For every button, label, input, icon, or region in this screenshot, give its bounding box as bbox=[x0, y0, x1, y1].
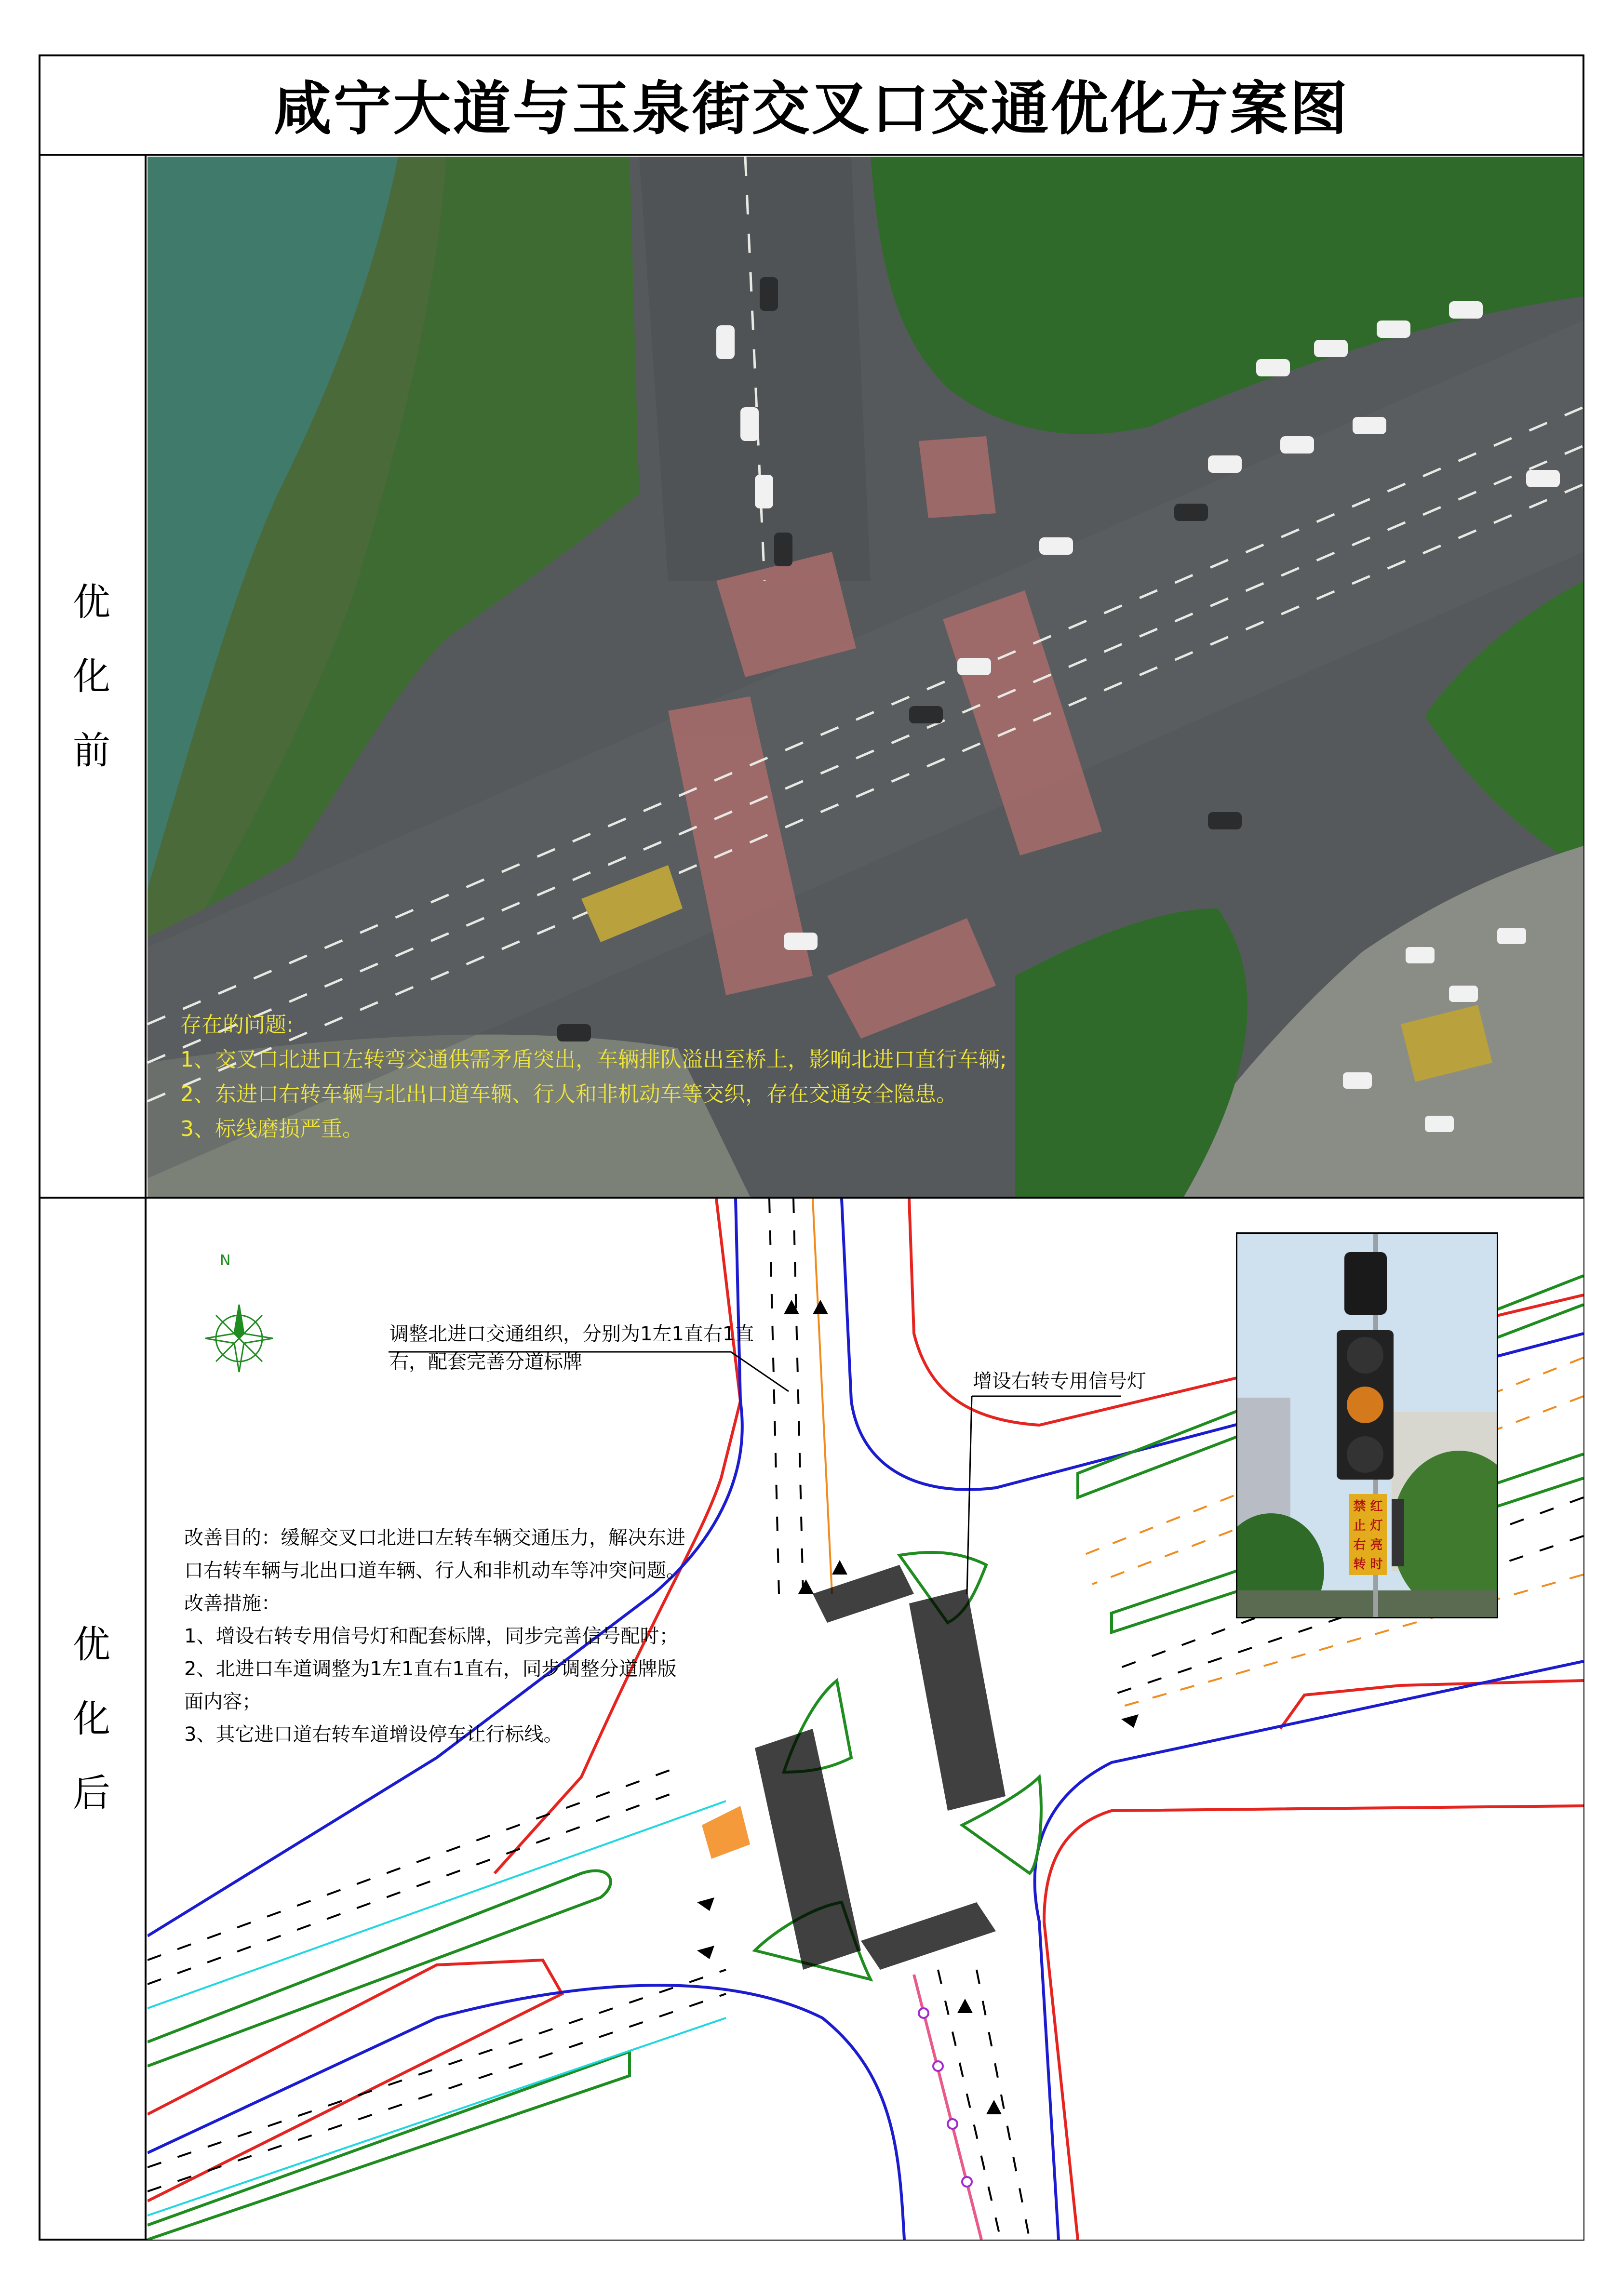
sign-char: 转 bbox=[1353, 1557, 1366, 1572]
callout-right-turn-signal: 增设右转专用信号灯 bbox=[973, 1370, 1146, 1392]
sign-char: 灯 bbox=[1370, 1519, 1383, 1533]
callout-north-entry bbox=[389, 1320, 754, 1376]
sign-char: 红 bbox=[1370, 1499, 1383, 1514]
label-before-char: 优 bbox=[72, 581, 110, 624]
sheet-title: 咸宁大道与玉泉街交叉口交通优化方案图 bbox=[273, 76, 1350, 143]
problems-title: 存在的问题: bbox=[180, 1013, 294, 1037]
signal-light-photo bbox=[1236, 1232, 1498, 1618]
no-right-turn-sign bbox=[1351, 1497, 1385, 1574]
sign-char: 亮 bbox=[1370, 1538, 1383, 1552]
problem-item: 2、东进口右转车辆与北出口道车辆、行人和非机动车等交织，存在交通安全隐患。 bbox=[180, 1082, 957, 1107]
problem-item: 3、标线磨损严重。 bbox=[180, 1117, 363, 1141]
problems-text bbox=[180, 1008, 1007, 1147]
measures-title: 改善措施： bbox=[184, 1592, 281, 1615]
purpose-text: 改善目的：缓解交叉口北进口左转车辆交通压力，解决东进口右转车辆与北出口道车辆、行人和非机动车等冲突问题。 bbox=[184, 1527, 685, 1582]
sign-char: 止 bbox=[1353, 1519, 1366, 1533]
label-after-char: 化 bbox=[72, 1697, 110, 1741]
sign-char: 禁 bbox=[1353, 1499, 1366, 1514]
label-after-char: 后 bbox=[72, 1772, 110, 1815]
measure-item: 1、增设右转专用信号灯和配套标牌，同步完善信号配时； bbox=[184, 1625, 679, 1647]
north-label: N bbox=[220, 1252, 231, 1269]
measure-item: 2、北进口车道调整为1左1直右1直右，同步调整分道牌版面内容； bbox=[184, 1658, 677, 1713]
title-row bbox=[39, 54, 1584, 156]
callout-north-line: 调整北进口交通组织，分别为1左1直右1直 bbox=[389, 1323, 754, 1345]
label-before bbox=[39, 156, 147, 1198]
problem-item: 1、交叉口北进口左转弯交通供需矛盾突出，车辆排队溢出至桥上，影响北进口直行车辆; bbox=[180, 1047, 1007, 1072]
label-after bbox=[39, 1198, 147, 2241]
label-before-char: 前 bbox=[72, 729, 110, 773]
label-after-char: 优 bbox=[72, 1623, 110, 1667]
callout-north-line: 右，配套完善分道标牌 bbox=[389, 1351, 582, 1373]
optimization-plan bbox=[148, 1199, 1583, 2240]
label-before-char: 化 bbox=[72, 655, 110, 698]
measure-item: 3、其它进口道右转车道增设停车让行标线。 bbox=[184, 1723, 563, 1746]
sign-char: 右 bbox=[1353, 1538, 1366, 1552]
sign-char: 时 bbox=[1370, 1557, 1383, 1572]
aerial-photo bbox=[148, 157, 1583, 1197]
improvement-notes bbox=[184, 1522, 695, 1751]
